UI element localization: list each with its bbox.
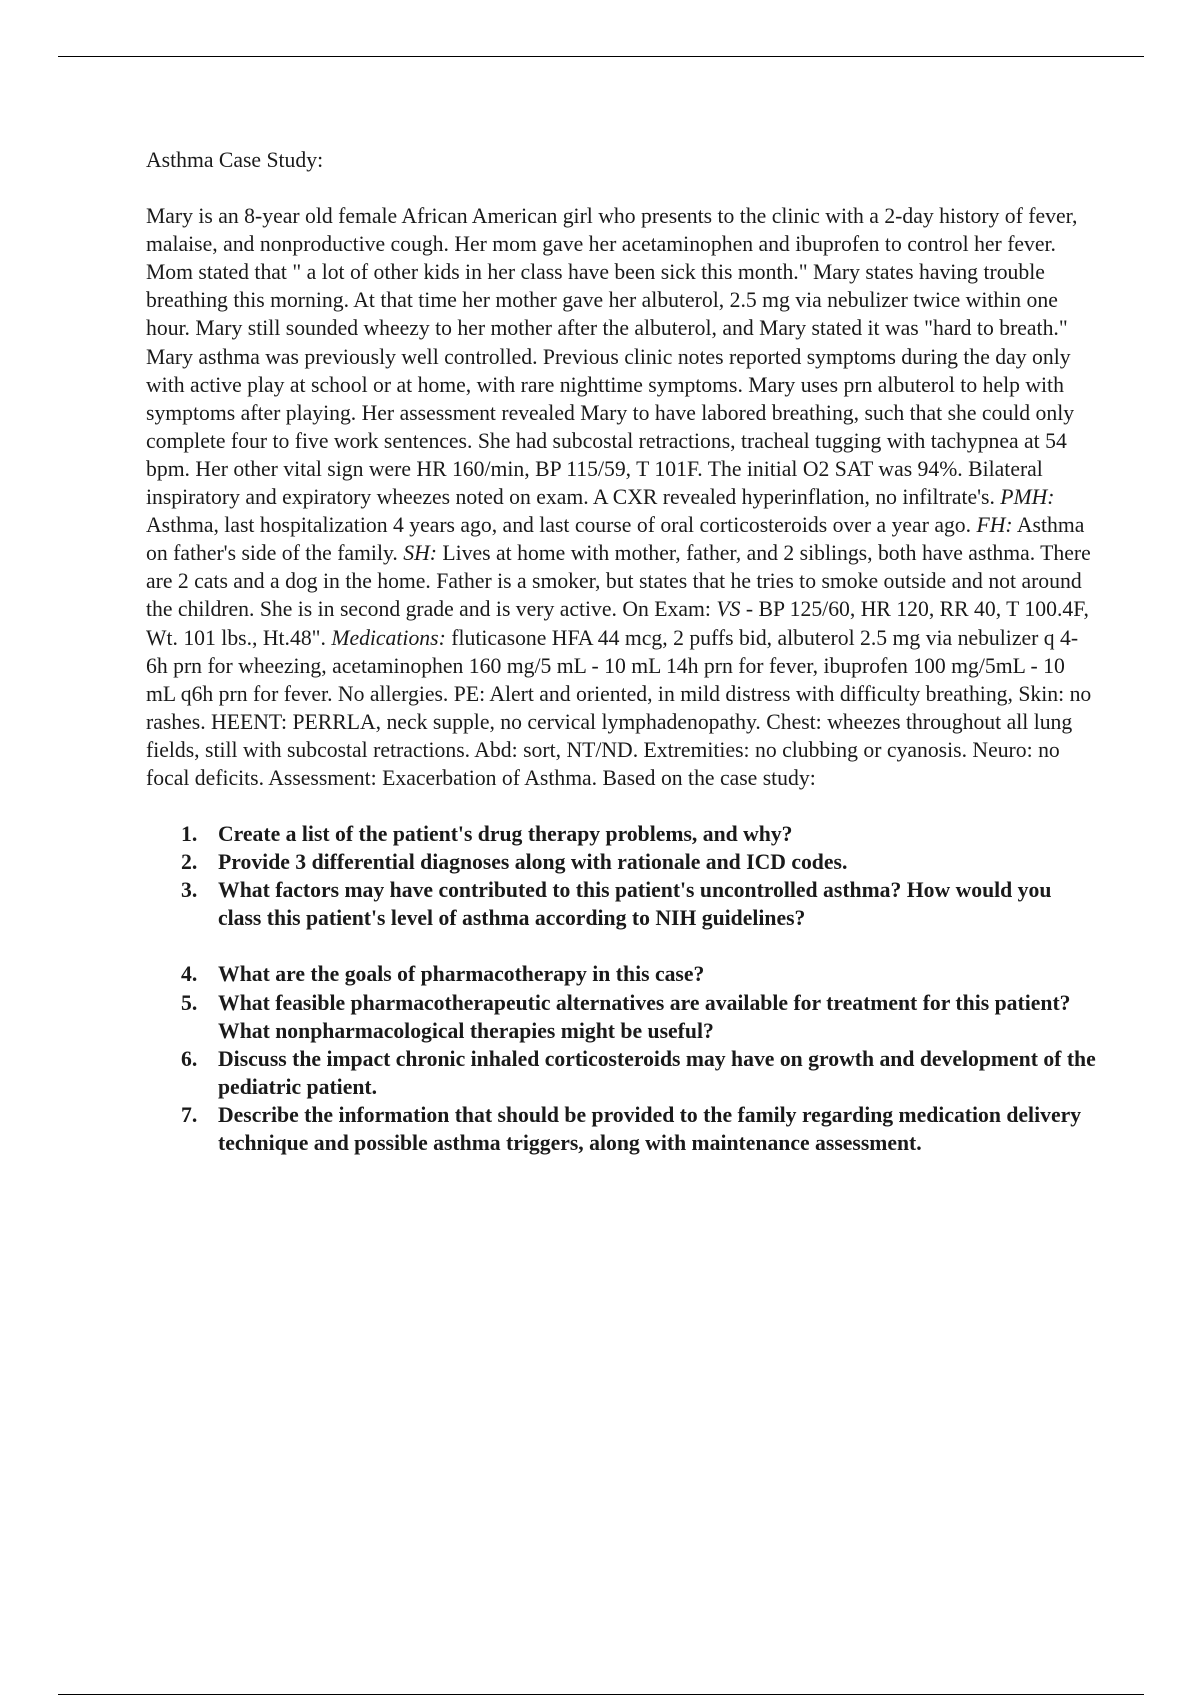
- question-number: 2.: [181, 850, 198, 875]
- question-text: Provide 3 differential diagnoses along with rationale and ICD codes.: [218, 850, 848, 875]
- case-text-segment: - BP 125/60, HR 120, RR 40, T 100.4F, Wt. 101 lbs., Ht.48".: [146, 597, 1089, 650]
- question-number: 6.: [181, 1046, 198, 1071]
- question-list: [146, 820, 1096, 1157]
- question-text: What feasible pharmacotherapeutic alternatives are available for treatment for this patient? What nonpharmacological therapies might be useful?: [218, 990, 1071, 1043]
- header-rule: [58, 56, 1144, 57]
- sh-label: SH:: [403, 541, 437, 566]
- question-text: Describe the information that should be provided to the family regarding medication delivery technique and possible asthma triggers, along with maintenance assessment.: [218, 1102, 1082, 1155]
- question-number: 7.: [181, 1102, 198, 1127]
- question-text: Create a list of the patient's drug therapy problems, and why?: [218, 822, 793, 847]
- question-item: [146, 876, 1096, 932]
- question-item: [146, 960, 1096, 988]
- question-text: Discuss the impact chronic inhaled corticosteroids may have on growth and development of the pediatric patient.: [218, 1046, 1096, 1099]
- case-text-segment: Lives at home with mother, father, and 2 siblings, both have asthma. There are 2 cats and a dog in the home. Father is a smoker, but states that he tries to smoke outside and not around the children. She is in second grade and is very active. On Exam:: [146, 541, 1091, 622]
- case-text-segment: fluticasone HFA 44 mcg, 2 puffs bid, albuterol 2.5 mg via nebulizer q 4-6h prn for wheezing, acetaminophen 160 mg/5 mL - 10 mL 14h prn for fever, ibuprofen 100 mg/5mL - 10 mL q6h prn for fever. No allergies. PE: Alert and oriented, in mild distress with difficulty breathing, Skin: no rashes. HEENT: PERRLA, neck supple, no cervical lymphadenopathy. Chest: wheezes throughout all lung fields, still with subcostal retractions. Abd: sort, NT/ND. Extremities: no clubbing or cyanosis. Neuro: no focal deficits. Assessment: Exacerbation of Asthma. Based on the case study:: [146, 625, 1092, 790]
- question-item: [146, 820, 1096, 848]
- fh-label: FH:: [976, 513, 1013, 538]
- question-item: [146, 989, 1096, 1045]
- question-text: What are the goals of pharmacotherapy in this case?: [218, 962, 705, 987]
- question-number: 4.: [181, 962, 198, 987]
- question-text: What factors may have contributed to this patient's uncontrolled asthma? How would you class this patient's level of asthma according to NIH guidelines?: [218, 878, 1052, 931]
- footer-rule: [58, 1694, 1144, 1695]
- question-number: 3.: [181, 878, 198, 903]
- question-number: 1.: [181, 822, 198, 847]
- case-description: [146, 202, 1096, 792]
- question-number: 5.: [181, 990, 198, 1015]
- case-text-segment: Asthma, last hospitalization 4 years ago, and last course of oral corticosteroids over a year ago.: [146, 513, 977, 538]
- medications-label: Medications:: [331, 625, 446, 650]
- question-item: [146, 848, 1096, 876]
- case-text-segment: Asthma on father's side of the family.: [146, 513, 1085, 566]
- question-item: [146, 1045, 1096, 1101]
- vs-label: VS: [716, 597, 741, 622]
- document-page: [146, 146, 1096, 1157]
- case-text-segment: Mary is an 8-year old female African American girl who presents to the clinic with a 2-day history of fever, malaise, and nonproductive cough. Her mom gave her acetaminophen and ibuprofen to control her fever. Mom stated that " a lot of other kids in her class have been sick this month." Mary states having trouble breathing this morning. At that time her mother gave her albuterol, 2.5 mg via nebulizer twice within one hour. Mary still sounded wheezy to her mother after the albuterol, and Mary stated it was "hard to breath." Mary asthma was previously well controlled. Previous clinic notes reported symptoms during the day only with active play at school or at home, with rare nighttime symptoms. Mary uses prn albuterol to help with symptoms after playing. Her assessment revealed Mary to have labored breathing, such that she could only complete four to five work sentences. She had subcostal retractions, tracheal tugging with tachypnea at 54 bpm. Her other vital sign were HR 160/min, BP 115/59, T 101F. The initial O2 SAT was 94%. Bilateral inspiratory and expiratory wheezes noted on exam. A CXR revealed hyperinflation, no infiltrate's.: [146, 204, 1078, 510]
- question-item: [146, 1101, 1096, 1157]
- pmh-label: PMH:: [1000, 485, 1055, 510]
- document-title: Asthma Case Study:: [146, 148, 324, 172]
